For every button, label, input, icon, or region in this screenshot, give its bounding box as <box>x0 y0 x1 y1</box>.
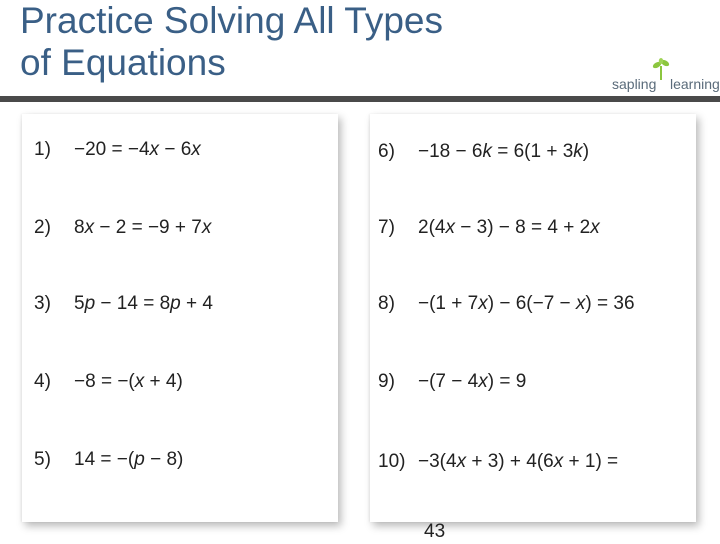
sapling-learning-logo <box>612 58 720 94</box>
problem-expression: −8 = −(x + 4) <box>74 371 183 392</box>
variable: x <box>191 139 201 160</box>
problem-number: 10) <box>378 451 406 472</box>
problem-item <box>34 138 201 162</box>
problem-item <box>378 450 618 474</box>
problem-expression: −18 − 6k = 6(1 + 3k) <box>418 141 590 162</box>
variable: x <box>575 293 586 314</box>
problem-number: 1) <box>34 139 51 160</box>
variable: x <box>149 139 160 160</box>
problem-expression: −(7 − 4x) = 9 <box>418 371 527 392</box>
problem-number: 5) <box>34 449 51 470</box>
variable: x <box>84 217 95 238</box>
problem-item <box>34 292 213 316</box>
variable: p <box>84 293 96 314</box>
problem-expression: −20 = −4x − 6x <box>74 139 201 160</box>
problem-number: 4) <box>34 371 51 392</box>
problem-item <box>34 216 211 240</box>
problem-number: 6) <box>378 141 395 162</box>
variable: x <box>478 371 488 392</box>
variable: p <box>134 449 145 470</box>
variable: x <box>478 293 488 314</box>
variable: k <box>573 141 583 162</box>
problem-item <box>378 370 526 394</box>
variable: p <box>170 293 181 314</box>
logo-word-sapling: sapling <box>612 76 657 92</box>
title-line-2: of Equations <box>20 42 226 83</box>
problem-expression: 5p − 14 = 8p + 4 <box>74 293 213 314</box>
variable: x <box>590 217 600 238</box>
variable: x <box>445 217 455 238</box>
problem-expression: −(1 + 7x) − 6(−7 − x) = 36 <box>418 293 635 314</box>
problem-item <box>378 292 635 316</box>
variable: x <box>201 217 212 238</box>
problem-item <box>378 140 589 164</box>
variable: k <box>482 141 492 162</box>
problem-expression: −3(4x + 3) + 4(6x + 1) = <box>418 451 619 472</box>
problem-item <box>34 370 183 394</box>
problem-continuation: 43 <box>424 521 446 542</box>
variable: x <box>456 451 467 472</box>
problem-number: 7) <box>378 217 395 238</box>
problem-number: 2) <box>34 217 51 238</box>
problem-expression: 14 = −(p − 8) <box>74 449 184 470</box>
problem-item <box>378 216 600 240</box>
problem-expression: 2(4x − 3) − 8 = 4 + 2x <box>418 217 600 238</box>
problem-expression: 8x − 2 = −9 + 7x <box>74 217 212 238</box>
logo-word-learning: learning <box>670 76 720 92</box>
variable: x <box>134 371 145 392</box>
variable: x <box>553 451 564 472</box>
problem-number: 3) <box>34 293 51 314</box>
problem-number: 9) <box>378 371 395 392</box>
page-title <box>20 0 443 84</box>
problem-number: 8) <box>378 293 395 314</box>
title-divider <box>0 96 720 102</box>
problem-item <box>34 448 183 472</box>
title-line-1: Practice Solving All Types <box>20 0 443 41</box>
